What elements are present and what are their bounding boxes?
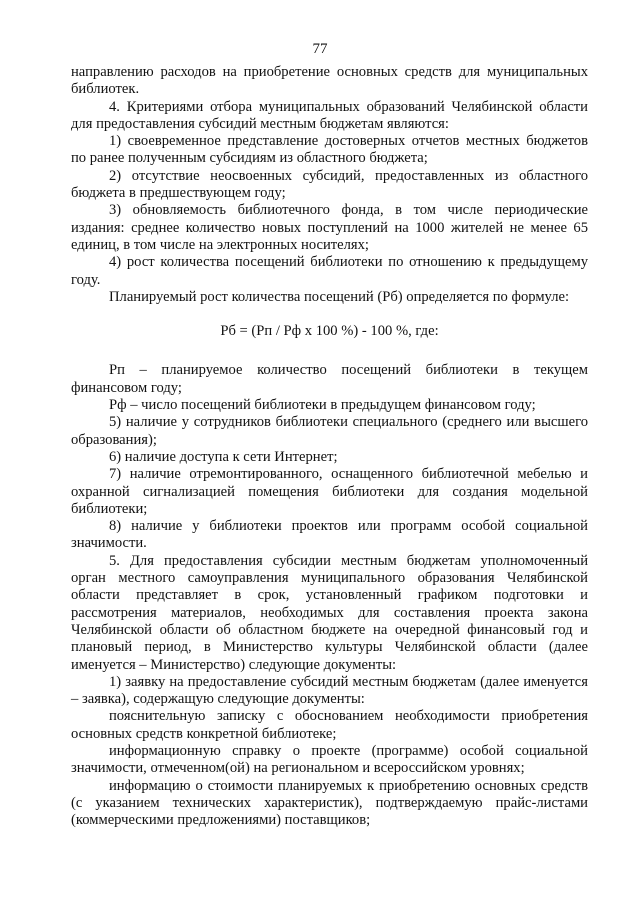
paragraph-criterion-7: 7) наличие отремонтированного, оснащенного библиотечной мебелью и охранной сигнализацией помещения библиотеки для создания модельной библиотеки; — [71, 466, 588, 517]
paragraph-formula-intro: Планируемый рост количества посещений (Рб) определяется по формуле: — [109, 288, 570, 305]
paragraph-explanatory-note: пояснительную записку с обоснованием необходимости приобретения основных средств конкретной библиотеке; — [71, 708, 588, 742]
paragraph-criterion-2: 2) отсутствие неосвоенных субсидий, предоставленных из областного бюджета в предшествующем году; — [71, 167, 588, 202]
page-number: 77 — [312, 41, 328, 57]
paragraph-criterion-3: 3) обновляемость библиотечного фонда, в том числе периодические издания: среднее количество новых поступлений на 1000 жителей не менее 65 единиц, в том числе на электронных носителях; — [71, 202, 588, 253]
paragraph-section-5: 5. Для предоставления субсидии местным бюджетам уполномоченный орган местного самоуправления муниципального образования Челябинской области представляет в срок, установленный графиком подготовки и рассмотрения материалов, необходимых для составления проекта закона Челябинской области об областном бюджете на очередной финансовый год и плановый период, в Министерство культуры Челябинской области (далее именуется – Министерство) следующие документы: — [71, 552, 588, 673]
paragraph-rp-definition: Рп – планируемое количество посещений библиотеки в текущем финансовом году; — [71, 362, 588, 396]
paragraph-criterion-4: 4) рост количества посещений библиотеки по отношению к предыдущему году. — [71, 254, 588, 288]
paragraph-continuation: направлению расходов на приобретение основных средств для муниципальных библиотек. — [71, 64, 588, 98]
paragraph-criteria-heading: 4. Критериями отбора муниципальных образований Челябинской области для предоставления субсидий местным бюджетам являются: — [71, 98, 588, 132]
paragraph-cost-info: информацию о стоимости планируемых к приобретению основных средств (с указанием технических характеристик), подтверждаемую прайс-листами (коммерческими предложениями) поставщиков; — [71, 777, 588, 829]
paragraph-criterion-1: 1) своевременное представление достоверных отчетов местных бюджетов по ранее полученным субсидиям из областного бюджета; — [71, 133, 588, 167]
document-body — [71, 64, 588, 829]
paragraph-application: 1) заявку на предоставление субсидий местным бюджетам (далее именуется – заявка), содержащую следующие документы: — [71, 673, 588, 708]
paragraph-rf-definition: Рф – число посещений библиотеки в предыдущем финансовом году; — [109, 397, 536, 414]
formula: Рб = (Рп / Рф х 100 %) - 100 %, где: — [220, 323, 439, 340]
paragraph-criterion-6: 6) наличие доступа к сети Интернет; — [109, 448, 338, 465]
paragraph-info-reference: информационную справку о проекте (программе) особой социальной значимости, отмеченном(ой) на региональном и всероссийском уровнях; — [71, 742, 588, 777]
paragraph-criterion-5: 5) наличие у сотрудников библиотеки специального (среднего или высшего образования); — [71, 414, 588, 448]
paragraph-criterion-8: 8) наличие у библиотеки проектов или программ особой социальной значимости. — [71, 518, 588, 552]
